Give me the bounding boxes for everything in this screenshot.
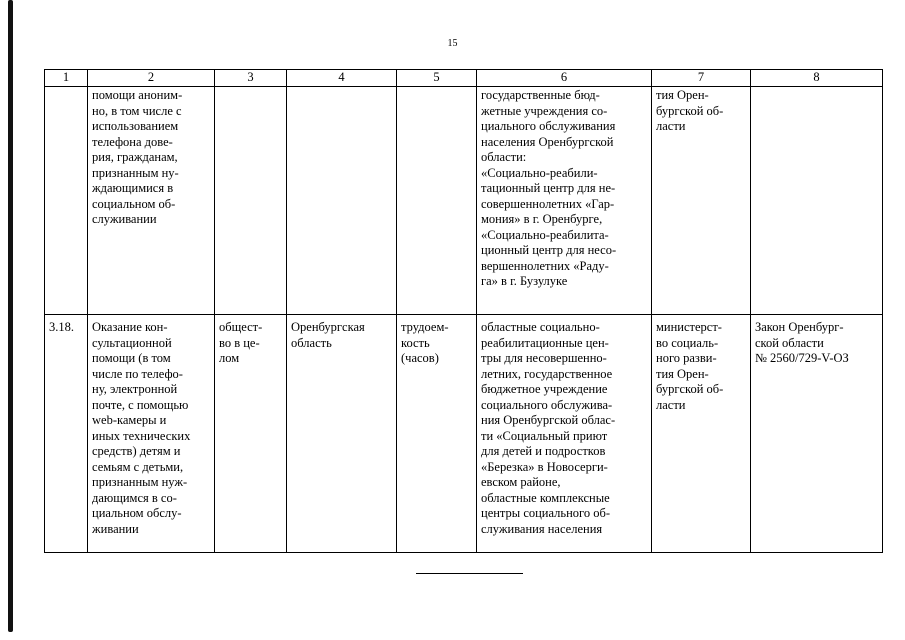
end-of-section-rule bbox=[416, 573, 523, 574]
cell-territory: Оренбургская область bbox=[287, 315, 397, 553]
cell-legal-basis bbox=[751, 87, 883, 315]
cell-institutions: государственные бюд- жетные учреждения со- циального обслуживания населения Оренбургской области: «Социально-реабили- тационный центр для не- совершеннолетних «Гар- мония» в г. Оренбурге, «Социально-реабилита- ционный центр для несо- вершеннолетних «Раду- га» в г. Бузулуке bbox=[477, 87, 652, 315]
page-number: 15 bbox=[447, 38, 458, 49]
column-header-3: 3 bbox=[215, 70, 287, 87]
cell-institutions: областные социально- реабилитационные цен- тры для несовершенно- летних, государственное бюджетное учреждение социального обслужива- ния Оренбургской облас- ти «Социальный приют для детей и подростков «Березка» в Новосерги- евском районе, областные комплексные центры социального об- служивания населения bbox=[477, 315, 652, 553]
table-row-continuation bbox=[45, 87, 883, 315]
column-header-4: 4 bbox=[287, 70, 397, 87]
cell-service-name: Оказание кон- сультационной помощи (в том числе по телефо- ну, электронной почте, с помощью web-камеры и иных технических средств) детям и семьям с детьми, признанным нуж- дающимся в со- циальном обслу- живании bbox=[88, 315, 215, 553]
column-header-6: 6 bbox=[477, 70, 652, 87]
cell-number: 3.18. bbox=[45, 315, 88, 553]
cell-legal-basis: Закон Оренбург- ской области № 2560/729-V-ОЗ bbox=[751, 315, 883, 553]
column-header-8: 8 bbox=[751, 70, 883, 87]
cell-territory bbox=[287, 87, 397, 315]
cell-service-name: помощи аноним- но, в том числе с использованием телефона дове- рия, гражданам, признанным ну- ждающимися в социальном об- служивании bbox=[88, 87, 215, 315]
cell-authority: тия Орен- бургской об- ласти bbox=[652, 87, 751, 315]
table-header-row bbox=[45, 70, 883, 87]
column-header-5: 5 bbox=[397, 70, 477, 87]
cell-consumers bbox=[215, 87, 287, 315]
cell-authority: министерст- во социаль- ного разви- тия Орен- бургской об- ласти bbox=[652, 315, 751, 553]
table-row-3-18 bbox=[45, 315, 883, 553]
cell-number bbox=[45, 87, 88, 315]
cell-unit bbox=[397, 87, 477, 315]
column-header-2: 2 bbox=[88, 70, 215, 87]
cell-consumers: общест- во в це- лом bbox=[215, 315, 287, 553]
column-header-7: 7 bbox=[652, 70, 751, 87]
services-table bbox=[44, 69, 883, 553]
column-header-1: 1 bbox=[45, 70, 88, 87]
cell-unit: трудоем- кость (часов) bbox=[397, 315, 477, 553]
page-left-edge-shadow bbox=[8, 0, 13, 632]
